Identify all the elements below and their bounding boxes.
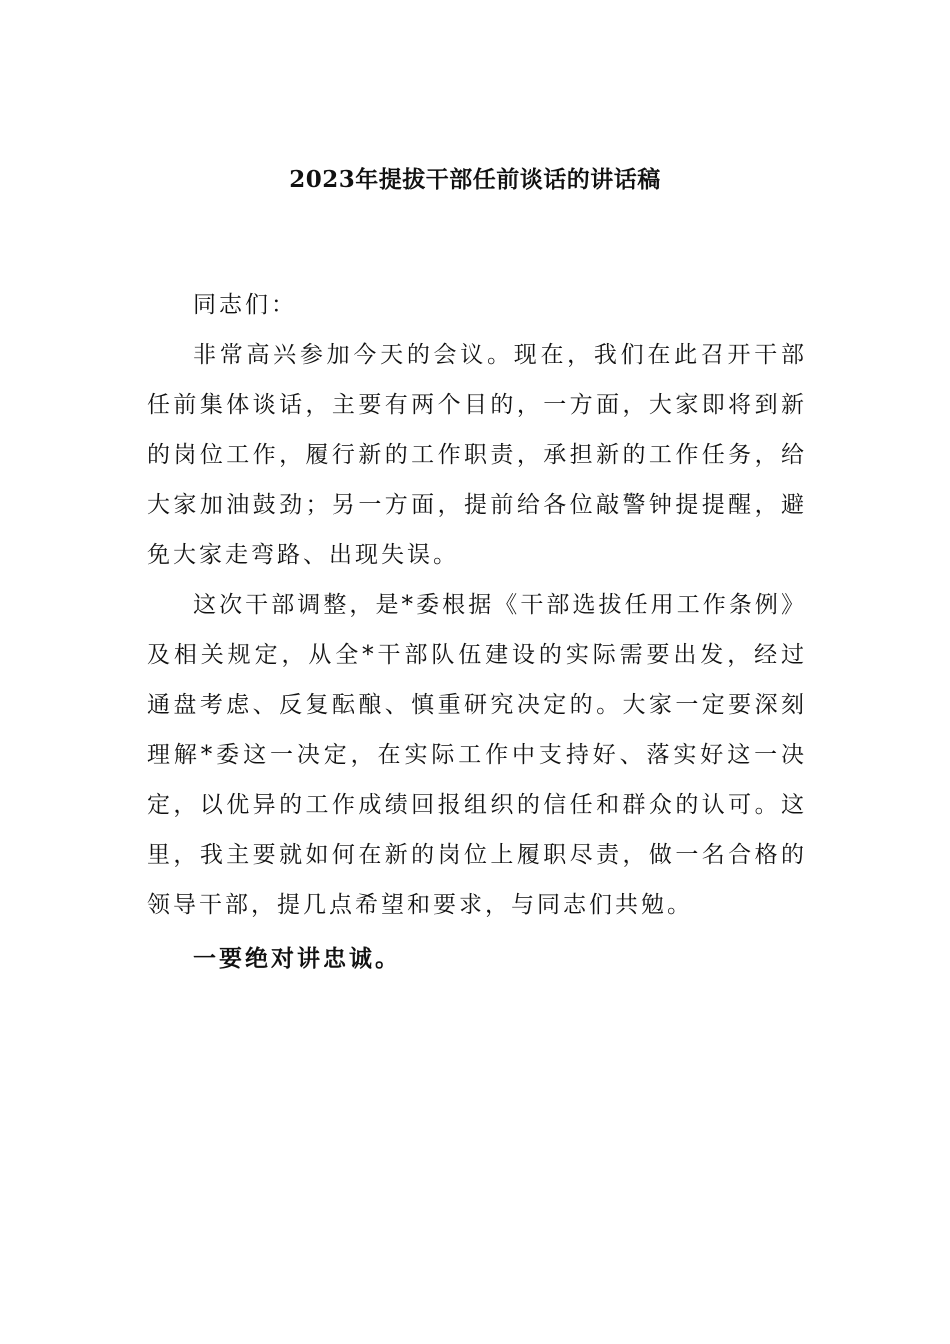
section-heading: 一要绝对讲忠诚。 [193, 945, 401, 972]
document-title: 2023年提拔干部任前谈话的讲话稿 [289, 166, 661, 193]
paragraph: 非常高兴参加今天的会议。现在，我们在此召开干部任前集体谈话，主要有两个目的，一方面，大家即将到新的岗位工作，履行新的工作职责，承担新的工作任务，给大家加油鼓劲；另一方面，提前给各位敲警钟提提醒，避免大家走弯路、出现失误。 [147, 342, 807, 568]
paragraph: 这次干部调整，是*委根据《干部选拔任用工作条例》及相关规定，从全*干部队伍建设的实际需要出发，经过通盘考虑、反复酝酿、慎重研究决定的。大家一定要深刻理解*委这一决定，在实际工作中支持好、落实好这一决定，以优异的工作成绩回报组织的信任和群众的认可。这里，我主要就如何在新的岗位上履职尽责，做一名合格的领导干部，提几点希望和要求，与同志们共勉。 [147, 592, 807, 918]
salutation: 同志们： [193, 292, 297, 318]
document-body [147, 280, 807, 984]
